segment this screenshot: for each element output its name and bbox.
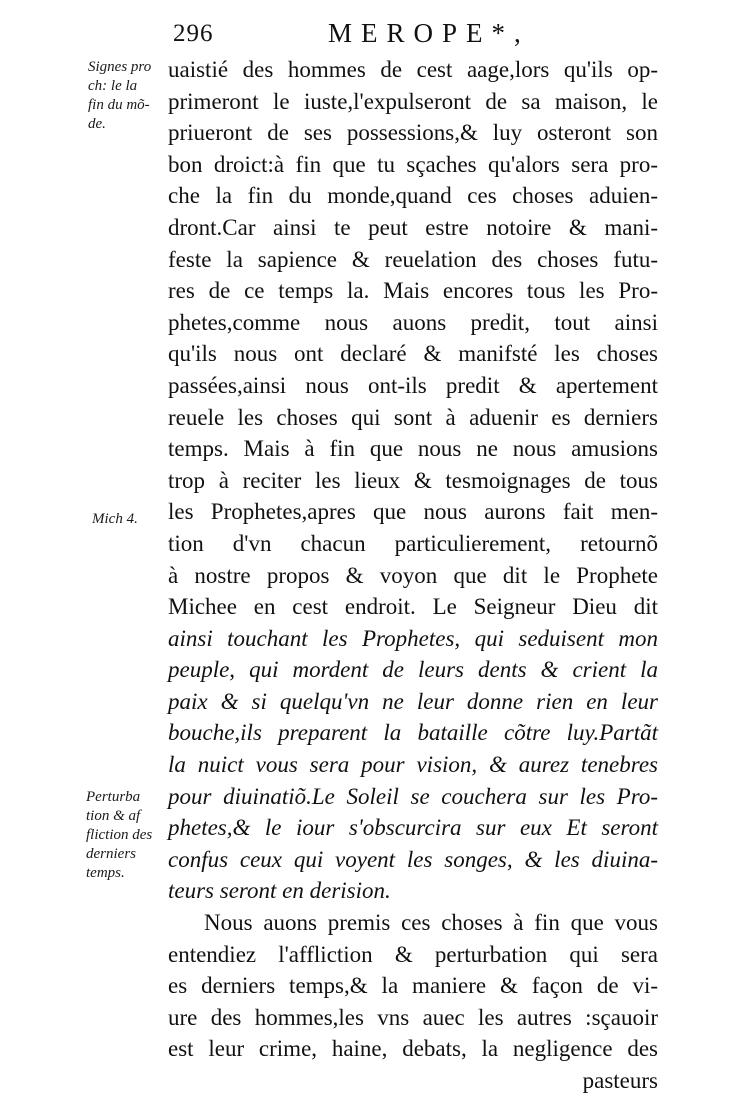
text-line-quotation: ainsi touchant les Prophetes, qui seduisent mon — [168, 625, 658, 651]
margin-note-line: de. — [88, 116, 106, 132]
text-line-quotation: la nuict vous sera pour vision, & aurez tenebres — [168, 752, 658, 778]
margin-note-micah-reference — [92, 510, 138, 529]
text-line: Michee en cest endroit. Le Seigneur Dieu dit — [168, 594, 658, 620]
page-number: 296 — [173, 20, 214, 47]
text-line-quotation: phetes,& le iour s'obscurcira sur eux Et seront — [168, 815, 658, 841]
margin-note-line: ch: le la — [88, 78, 138, 94]
body-text — [168, 54, 658, 1097]
text-line-paragraph-start: Nous auons premis ces choses à fin que vous — [204, 910, 658, 936]
text-line: ure des hommes,les vns auec les autres :sçauoir — [168, 1004, 658, 1030]
running-title: MEROPE*, — [328, 18, 530, 48]
text-line: qu'ils nous ont declaré & manifsté les choses — [168, 341, 658, 367]
margin-note-line: derniers — [86, 846, 136, 862]
text-line-quotation: paix & si quelqu'vn ne leur donne rien en leur — [168, 688, 658, 714]
text-line-quotation: peuple, qui mordent de leurs dents & crient la — [168, 657, 658, 683]
text-line: che la fin du monde,quand ces choses aduien- — [168, 183, 658, 209]
text-line-quotation: pour diuinatiõ.Le Soleil se couchera sur les Pro- — [168, 783, 658, 809]
text-line: primeront le iuste,l'expulseront de sa maison, le — [168, 88, 658, 114]
margin-note-perturbation — [86, 788, 152, 883]
text-line: bon droict:à fin que tu sçaches qu'alors sera pro- — [168, 151, 658, 177]
margin-note-line: Perturba — [86, 789, 141, 805]
margin-note-line: temps. — [86, 865, 125, 881]
text-line-quotation: confus ceux qui voyent les songes, & les diuina- — [168, 846, 658, 872]
margin-note-line: Signes pro — [88, 59, 152, 75]
text-line: priueront de ses possessions,& luy osteront son — [168, 120, 658, 146]
text-line: reuele les choses qui sont à aduenir es derniers — [168, 404, 658, 430]
text-line-quotation: bouche,ils preparent la bataille cõtre luy.Partãt — [168, 720, 658, 746]
margin-note-line: tion & af — [86, 808, 141, 824]
text-line: uaistié des hommes de cest aage,lors qu'ils op- — [168, 57, 658, 82]
margin-note-line: Mich 4. — [92, 511, 138, 527]
margin-note-line: fliction des — [86, 827, 153, 843]
text-line: es derniers temps,& la maniere & façon de vi- — [168, 973, 658, 999]
margin-note-line: fin du mõ- — [88, 97, 150, 113]
text-line: les Prophetes,apres que nous aurons fait men- — [168, 499, 658, 525]
text-line: res de ce temps la. Mais encores tous les Pro- — [168, 278, 658, 304]
text-line: à nostre propos & voyon que dit le Prophete — [168, 562, 658, 588]
text-line: est leur crime, haine, debats, la negligence des — [168, 1036, 658, 1062]
text-line: entendiez l'affliction & perturbation qui sera — [168, 941, 658, 967]
text-line: tion d'vn chacun particulierement, retournõ — [168, 530, 658, 556]
margin-note-signs-end-of-world — [88, 58, 151, 134]
text-line: temps. Mais à fin que nous ne nous amusions — [168, 436, 658, 462]
page-header — [168, 14, 668, 50]
catchword: pasteurs — [582, 1068, 658, 1093]
text-line-quotation: teurs seront en derision. — [168, 878, 391, 904]
text-line: trop à reciter les lieux & tesmoignages de tous — [168, 467, 658, 493]
text-line: phetes,comme nous auons predit, tout ainsi — [168, 309, 658, 335]
text-line: feste la sapience & reuelation des choses futu- — [168, 246, 658, 272]
text-line: passées,ainsi nous ont-ils predit & apertement — [168, 372, 658, 398]
text-line: dront.Car ainsi te peut estre notoire & mani- — [168, 214, 658, 240]
